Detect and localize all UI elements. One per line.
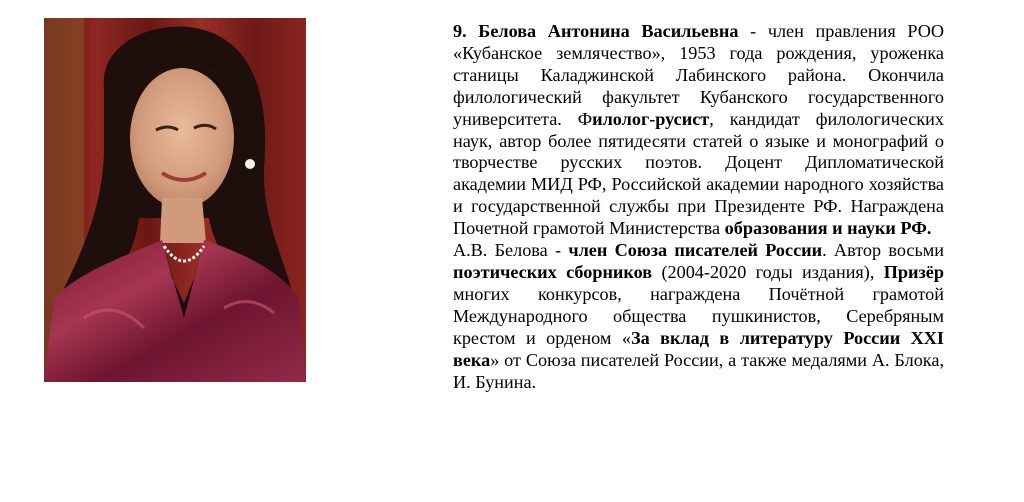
- p1-run-3: образования и науки РФ.: [724, 218, 932, 239]
- p2-run-4: (2004-2020 годы издания),: [652, 261, 884, 282]
- portrait-image: [44, 18, 306, 382]
- p2-run-7: За вклад в литературу России XXI века: [453, 327, 944, 370]
- portrait-photo: [44, 18, 306, 382]
- p1-run-0: - член правления РОО «Кубанское землячество», 1953 года рождения, уроженка станицы Каладжинской Лабинского района. Окончила филологический факультет Кубанского государственного университета. Ф: [453, 21, 945, 129]
- entry-number: 9.: [453, 21, 467, 41]
- person-name: Белова Антонина Васильевна: [478, 21, 739, 41]
- p2-run-2: . Автор восьми: [822, 240, 944, 261]
- bio-paragraph-1: [453, 21, 944, 240]
- p2-run-5: Призёр: [883, 261, 944, 282]
- p1-run-1: илолог-русист: [592, 108, 710, 129]
- p2-run-3: поэтических сборников: [453, 261, 653, 282]
- p1-run-2: , кандидат филологических наук, автор более пятидесяти статей о языке и монографий о творчестве русских поэтов. Доцент Дипломатической академии МИД РФ, Российской академии народного хозяйства и государственной службы при Президенте РФ. Награждена Почетной грамотой Министерства: [453, 108, 944, 239]
- p2-run-1: член Союза писателей России: [568, 240, 823, 261]
- p2-run-6: многих конкурсов, награждена Почётной грамотой Международного общества пушкинистов, Серебряным крестом и орденом «: [453, 283, 944, 348]
- bio-paragraph-2: [453, 240, 944, 393]
- p2-run-0: А.В. Белова -: [453, 240, 569, 261]
- p2-run-8: » от Союза писателей России, а также медалями А. Блока, И. Бунина.: [453, 349, 944, 392]
- biography-text: [453, 21, 944, 393]
